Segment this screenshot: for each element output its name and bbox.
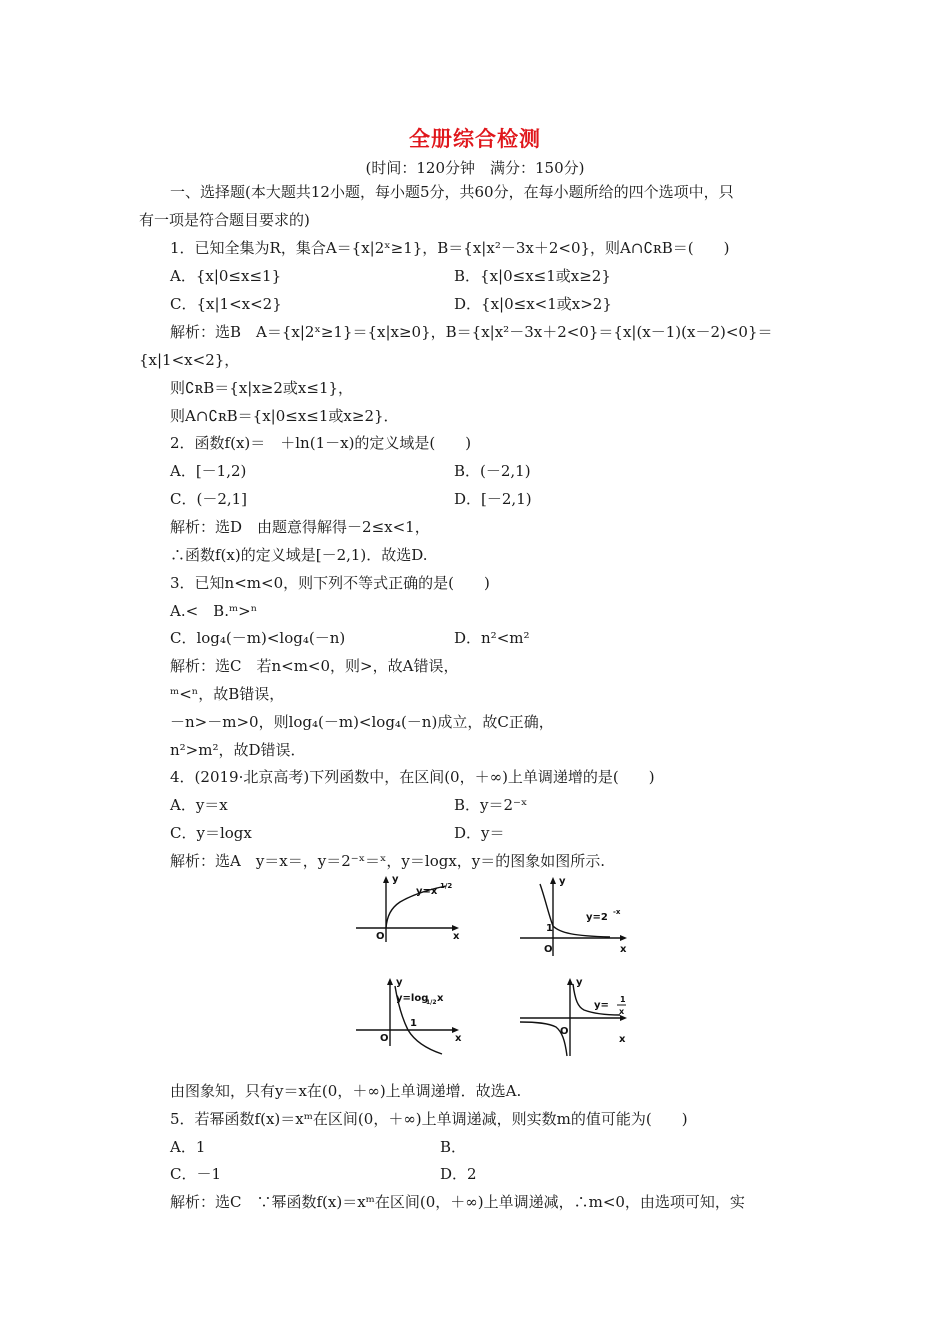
q1-option-d: D．{x|0≤x<1或x>2} (454, 295, 612, 313)
question-5: 5．若幂函数f(x)＝xᵐ在区间(0，＋∞)上单调递减，则实数m的值可能为( ) (170, 1110, 688, 1128)
graph-recip-x-label: x (619, 1034, 626, 1045)
exam-info: (时间：120分钟 满分：150分) (365, 159, 585, 177)
q4-option-b: B．y＝2⁻ˣ (454, 796, 528, 814)
q3-solution-2: ᵐ<ⁿ，故B错误， (170, 685, 285, 703)
graph-log-y-label: y (396, 977, 403, 988)
q2-solution-2: ∴函数f(x)的定义域是[－2,1)．故选D. (170, 546, 428, 564)
q1-solution-3: 则∁ʀB＝{x|x≥2或x≤1}， (170, 379, 354, 397)
page-title: 全册综合检测 (409, 127, 541, 151)
graph-log-origin: O (380, 1033, 389, 1044)
q4-option-c: C．y＝logx (170, 824, 252, 842)
graph-sqrt-y-label: y (392, 874, 399, 885)
graph-log (352, 974, 464, 1064)
q1-option-c: C．{x|1<x<2} (170, 295, 282, 313)
q3-solution-3: －n>－m>0，则log₄(－m)<log₄(－n)成立，故C正确， (170, 713, 554, 731)
q1-solution-4: 则A∩∁ʀB＝{x|0≤x≤1或x≥2}． (170, 407, 399, 425)
graph-sqrt (352, 872, 464, 944)
q5-option-a: A．1 (170, 1138, 206, 1156)
q4-solution-2: 由图象知，只有y＝x在(0，＋∞)上单调递增．故选A. (170, 1082, 522, 1100)
graph-recip-y-label: y (576, 977, 583, 988)
question-3: 3．已知n<m<0，则下列不等式正确的是( ) (170, 574, 490, 592)
question-1: 1．已知全集为R，集合A＝{x|2ˣ≥1}，B＝{x|x²－3x＋2<0}，则A∩∁ʀB＝( ) (170, 239, 730, 257)
q1-solution-2: {x|1<x<2}， (139, 351, 240, 369)
q2-option-c: C．(－2,1] (170, 490, 248, 508)
q4-option-a: A．y＝x (170, 796, 228, 814)
q1-option-a: A．{x|0≤x≤1} (170, 267, 282, 285)
graph-exp-exp: -x (613, 908, 621, 916)
graph-exp (516, 872, 632, 964)
q1-solution-1: 解析：选B A＝{x|2ˣ≥1}＝{x|x≥0}，B＝{x|x²－3x＋2<0}＝{x|(x－1)(x－2)<0}＝ (170, 323, 773, 341)
graph-exp-origin: O (544, 944, 553, 955)
q3-options-ab: A.< B.ᵐ>ⁿ (170, 602, 258, 620)
graph-sqrt-origin: O (376, 931, 385, 942)
section-heading: 一、选择题(本大题共12小题，每小题5分，共60分，在每小题所给的四个选项中，只 (170, 183, 734, 201)
q3-solution-1: 解析：选C 若n<m<0，则>，故A错误， (170, 657, 459, 675)
q3-option-c: C．log₄(－m)<log₄(－n) (170, 629, 346, 647)
section-heading-cont: 有一项是符合题目要求的) (139, 211, 310, 229)
graph-exp-x-label: x (620, 944, 627, 955)
question-2: 2．函数f(x)＝ ＋ln(1－x)的定义域是( ) (170, 434, 472, 452)
graph-log-var: x (437, 993, 444, 1004)
q3-solution-4: n²>m²，故D错误． (170, 741, 306, 759)
q4-solution-1: 解析：选A y＝x＝，y＝2⁻ˣ＝ˣ，y＝logx，y＝的图象如图所示. (170, 852, 606, 870)
graph-sqrt-x-label: x (453, 931, 460, 942)
graph-recip (516, 974, 632, 1064)
graph-exp-y-label: y (559, 876, 566, 887)
graph-recip-num: 1 (620, 995, 626, 1004)
q5-option-d: D．2 (440, 1165, 477, 1183)
graph-sqrt-exp: 1/2 (440, 882, 453, 890)
q1-option-b: B．{x|0≤x≤1或x≥2} (454, 267, 611, 285)
q2-option-d: D．[－2,1) (454, 490, 532, 508)
graph-log-base: 1/2 (426, 999, 437, 1006)
q4-option-d: D．y＝ (454, 824, 505, 842)
q5-solution-1: 解析：选C ∵幂函数f(x)＝xᵐ在区间(0，＋∞)上单调递减，∴m<0，由选项可知，实 (170, 1193, 745, 1211)
graph-log-x-label: x (455, 1033, 462, 1044)
graph-log-one: 1 (410, 1018, 417, 1029)
graph-recip-func: y= (594, 1000, 609, 1011)
graph-exp-one: 1 (546, 923, 553, 934)
q2-solution-1: 解析：选D 由题意得解得－2≤x<1， (170, 518, 430, 536)
graph-exp-func: y=2 (586, 912, 608, 923)
q2-option-a: A．[－1,2) (170, 462, 247, 480)
graph-log-func: y=log (396, 993, 429, 1004)
q2-option-b: B．(－2,1) (454, 462, 531, 480)
question-4: 4．(2019·北京高考)下列函数中，在区间(0，＋∞)上单调递增的是( ) (170, 768, 655, 786)
graph-recip-den: x (619, 1007, 625, 1016)
q5-option-b: B． (440, 1138, 467, 1156)
q5-option-c: C．－1 (170, 1165, 222, 1183)
graph-recip-origin: O (560, 1026, 569, 1037)
q3-option-d: D．n²<m² (454, 629, 530, 647)
graph-sqrt-func: y=x (416, 886, 438, 897)
